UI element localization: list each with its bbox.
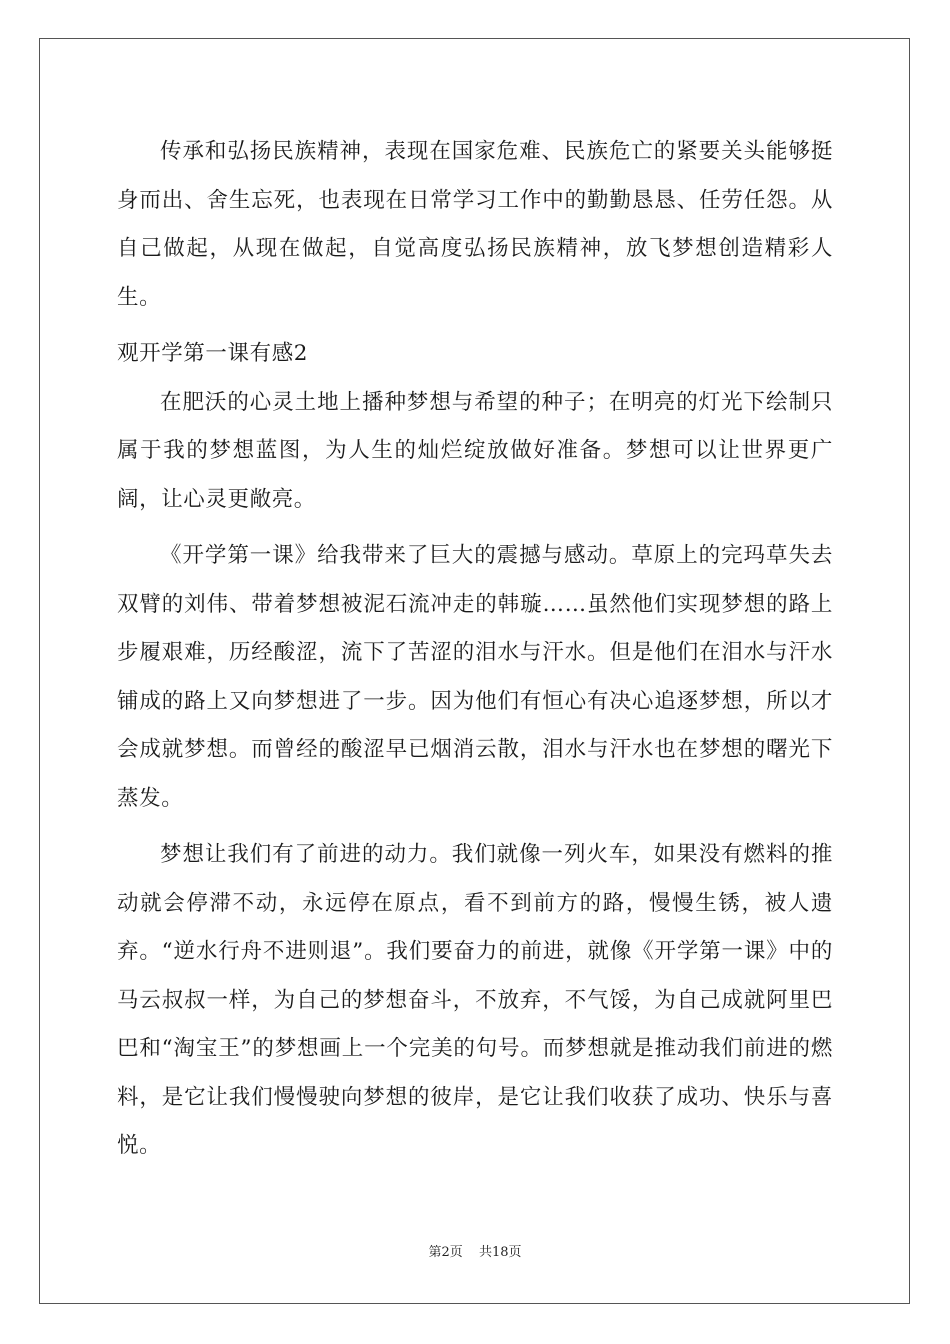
body-paragraph-2: 《开学第一课》给我带来了巨大的震撼与感动。草原上的完玛草失去双臂的刘伟、带着梦想被泥石流冲走的韩璇……虽然他们实现梦想的路上步履艰难，历经酸涩，流下了苦涩的泪水与汗水。但是他们在泪水与汗水铺成的路上又向梦想进了一步。因为他们有恒心有决心追逐梦想，所以才会成就梦想。而曾经的酸涩早已烟消云散，泪水与汗水也在梦想的曙光下蒸发。 — [117, 543, 833, 811]
document-body — [117, 128, 833, 1171]
intro-paragraph: 传承和弘扬民族精神，表现在国家危难、民族危亡的紧要关头能够挺身而出、舍生忘死，也表现在日常学习工作中的勤勤恳恳、任劳任怨。从自己做起，从现在做起，自觉高度弘扬民族精神，放飞梦想创造精彩人生。 — [117, 139, 833, 310]
section-heading: 观开学第一课有感2 — [117, 341, 309, 366]
body-paragraph-3: 梦想让我们有了前进的动力。我们就像一列火车，如果没有燃料的推动就会停滞不动，永远停在原点，看不到前方的路，慢慢生锈，被人遗弃。“逆水行舟不进则退”。我们要奋力的前进，就像《开学第一课》中的马云叔叔一样，为自己的梦想奋斗，不放弃，不气馁，为自己成就阿里巴巴和“淘宝王”的梦想画上一个完美的句号。而梦想就是推动我们前进的燃料，是它让我们慢慢驶向梦想的彼岸，是它让我们收获了成功、快乐与喜悦。 — [117, 842, 833, 1158]
page-total: 共18页 — [478, 1245, 522, 1260]
body-paragraph-1: 在肥沃的心灵土地上播种梦想与希望的种子；在明亮的灯光下绘制只属于我的梦想蓝图，为人生的灿烂绽放做好准备。梦想可以让世界更广阔，让心灵更敞亮。 — [117, 389, 833, 512]
page-number: 第2页 — [428, 1245, 463, 1260]
page-footer — [0, 1241, 950, 1260]
